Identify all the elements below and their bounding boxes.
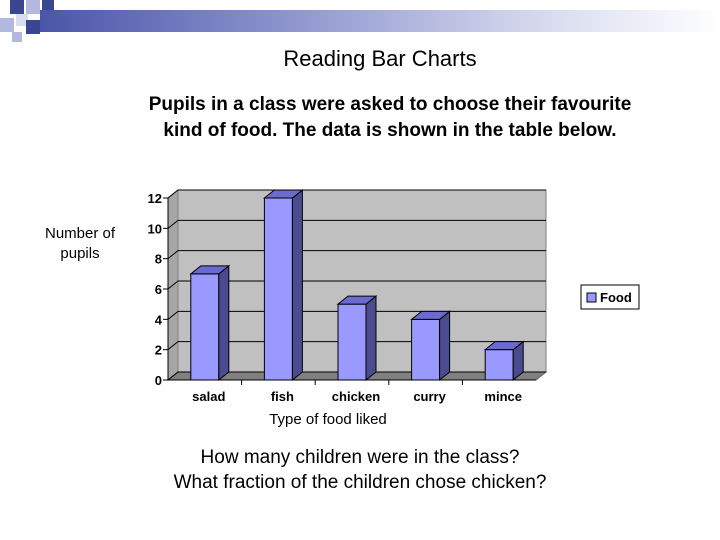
x-tick-label: curry (413, 389, 446, 404)
x-tick-label: salad (192, 389, 226, 404)
y-tick-label: 10 (147, 221, 162, 237)
intro-line: Pupils in a class were asked to choose their favourite (148, 94, 632, 115)
y-tick-label: 12 (147, 191, 162, 206)
bar-front (412, 319, 440, 380)
bar-side (292, 190, 302, 380)
bar-side (366, 296, 376, 380)
y-axis-label-line: Number of (44, 225, 116, 242)
bar-front (485, 350, 513, 380)
slide-title: Reading Bar Charts (283, 46, 477, 71)
bar-side (440, 311, 450, 380)
legend-label: Food (600, 290, 632, 305)
legend-swatch (587, 293, 596, 302)
x-tick-label: fish (270, 389, 294, 404)
bar-front (191, 274, 219, 380)
x-tick-label: mince (484, 389, 522, 404)
question-2: What fraction of the children chose chicken? (173, 472, 547, 493)
intro-line: kind of food. The data is shown in the table below. (163, 120, 617, 141)
question-1: How many children were in the class? (200, 447, 520, 468)
bar-front (264, 198, 292, 380)
y-tick-label: 0 (154, 373, 162, 388)
y-axis-label-line: pupils (60, 245, 100, 262)
x-tick-label: chicken (331, 389, 381, 404)
y-tick-label: 6 (154, 282, 162, 297)
bar-side (219, 266, 229, 380)
bar-front (338, 304, 366, 380)
y-tick-label: 8 (154, 251, 162, 267)
y-tick-label: 2 (154, 342, 162, 358)
x-axis-label: Type of food liked (269, 411, 387, 428)
y-tick-label: 4 (154, 312, 162, 328)
